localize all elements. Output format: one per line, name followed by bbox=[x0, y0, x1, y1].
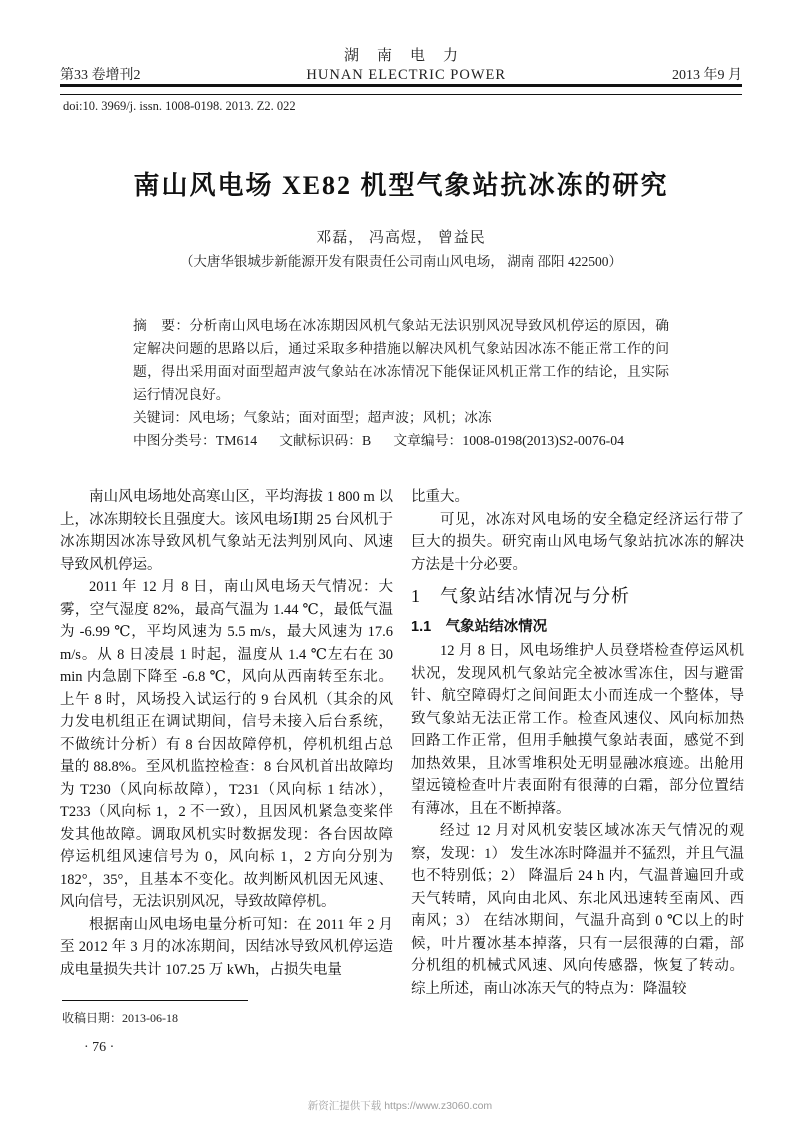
watermark-text: 新资汇提供下载 https://www.z3060.com bbox=[307, 1100, 493, 1112]
doc-code-label: 文献标识码： bbox=[279, 433, 363, 448]
body-paragraph: 根据南山风电场电量分析可知：在 2011 年 2 月至 2012 年 3 月的冰冻期间，因结冰导致风机停运造成电量损失共计 107.25 万 kWh，占损失电量 bbox=[60, 916, 393, 978]
body-paragraph: 2011 年 12 月 8 日，南山风电场天气情况：大雾，空气湿度 82%，最高气温为 1.44 ℃，最低气温为 -6.99 ℃，平均风速为 5.5 m/s，最大风速为 17.6 m/s。从 8 日凌晨 1 时起，温度从 1.4 ℃左右在 30 min 内急剧下降至 -6.8 ℃，风向从西南转至东北。上午 8 时，风场投入试运行的 9 台风机（其余的风力发电机组正在调试期间，信号未接入后台系统，不做统计分析）有 8 台因故障停机，停机机组占总量的 88.8%。至风机监控检查：8 台风机首出故障均为 T230（风向标故障），T231（风向标 1 结冰），T233（风向标 1，2 不一致），且因风机紧急变桨伴发其他故障。调取风机实时数据发现：各台因故障停运机组风速信号为 0，风向标 1，2 方向分别为 182°，35°，且基本不变化。故判断风机因无风速、风向信号，无法识别风况，导致故障停机。 bbox=[60, 579, 393, 910]
footnote-rule bbox=[62, 1000, 248, 1001]
section-1-heading: 1 气象站结冰情况与分析 bbox=[411, 586, 630, 606]
article-no-label: 文章编号： bbox=[393, 433, 463, 448]
footnote-block bbox=[62, 1000, 402, 1026]
keywords-text: 风电场；气象站；面对面型；超声波；风机；冰冻 bbox=[188, 410, 492, 425]
abstract-paragraph bbox=[133, 314, 669, 406]
section-1-1-heading: 1.1 气象站结冰情况 bbox=[411, 618, 548, 635]
left-column bbox=[60, 486, 393, 1000]
authors-line: 邓磊， 冯高煜， 曾益民 bbox=[316, 230, 486, 246]
journal-header-row bbox=[60, 64, 742, 84]
received-date-label: 收稿日期： bbox=[62, 1011, 123, 1025]
right-column bbox=[411, 486, 744, 1000]
article-title: 南山风电场 XE82 机型气象站抗冰冻的研究 bbox=[133, 171, 669, 200]
page-number: · 76 · bbox=[84, 1040, 115, 1055]
affiliation-line: （大唐华银城步新能源开发有限责任公司南山风电场， 湖南 邵阳 422500） bbox=[179, 254, 623, 269]
issue-date: 2013 年9 月 bbox=[671, 68, 742, 83]
body-columns bbox=[60, 486, 744, 1000]
body-paragraph-continuation: 比重大。 bbox=[411, 489, 469, 505]
header-double-rule bbox=[60, 84, 742, 95]
volume-issue: 第33 卷增刊2 bbox=[60, 68, 141, 83]
body-paragraph: 经过 12 月对风机安装区域冰冻天气情况的观察，发现：1） 发生冰冻时降温并不猛烈，并且气温也不特别低；2） 降温后 24 h 内，气温普遍回升或天气转晴，风向由北风、东北风迅速转至南风、西南风；3） 在结冰期间，气温升高到 0 ℃以上的时候，叶片覆冰基本掉落，只有一层很薄的白霜，部分机组的机械式风速、风向传感器，恢复了转动。综上所述，南山冰冻天气的特点为：降温较 bbox=[411, 823, 744, 997]
abstract-text: 分析南山风电场在冰冻期因风机气象站无法识别风况导致风机停运的原因，确定解决问题的思路以后，通过采取多种措施以解决风机气象站因冰冻不能正常工作的问题，得出采用面对面型超声波气象站在冰冻情况下能保证风机正常工作的结论，且实际运行情况良好。 bbox=[133, 318, 670, 402]
received-date-line bbox=[62, 1009, 402, 1026]
journal-title-cn: 湖南电力 bbox=[343, 48, 476, 64]
clc-label: 中图分类号： bbox=[133, 433, 216, 448]
doc-code-value: B bbox=[362, 433, 372, 448]
abstract-block bbox=[133, 314, 669, 452]
journal-title-en: HUNAN ELECTRIC POWER bbox=[306, 67, 507, 83]
body-paragraph: 12 月 8 日，风电场维护人员登塔检查停运风机状况，发现风机气象站完全被冰雪冻住，因与避雷针、航空障碍灯之间间距太小而连成一个整体，导致气象站无法正常工作。检查风速仪、风向标加热回路工作正常，但用手触摸气象站表面，感觉不到加热效果，且冰雪堆积处无明显融冰痕迹。出舱用望远镜检查叶片表面附有很薄的白霜，部分位置结有薄冰，且在不断掉落。 bbox=[411, 643, 744, 817]
body-paragraph: 南山风电场地处高寒山区，平均海拔 1 800 m 以上，冰冻期较长且强度大。该风电场Ⅰ期 25 台风机于冰冻期因冰冻导致风机气象站无法判别风向、风速导致风机停运。 bbox=[60, 489, 393, 573]
doi-line: doi:10. 3969/j. issn. 1008-0198. 2013. Z2. 022 bbox=[63, 99, 296, 113]
clc-value: TM614 bbox=[215, 433, 258, 448]
keywords-label: 关键词： bbox=[133, 410, 189, 425]
body-paragraph: 可见，冰冻对风电场的安全稳定经济运行带了巨大的损失。研究南山风电场气象站抗冰冻的解决方法是十分必要。 bbox=[411, 511, 744, 573]
received-date-value: 2013-06-18 bbox=[122, 1011, 179, 1025]
abstract-label: 摘 要： bbox=[133, 318, 190, 333]
article-no-value: 1008-0198(2013)S2-0076-04 bbox=[462, 433, 625, 448]
classification-line bbox=[133, 429, 669, 452]
keywords-line bbox=[133, 406, 669, 429]
